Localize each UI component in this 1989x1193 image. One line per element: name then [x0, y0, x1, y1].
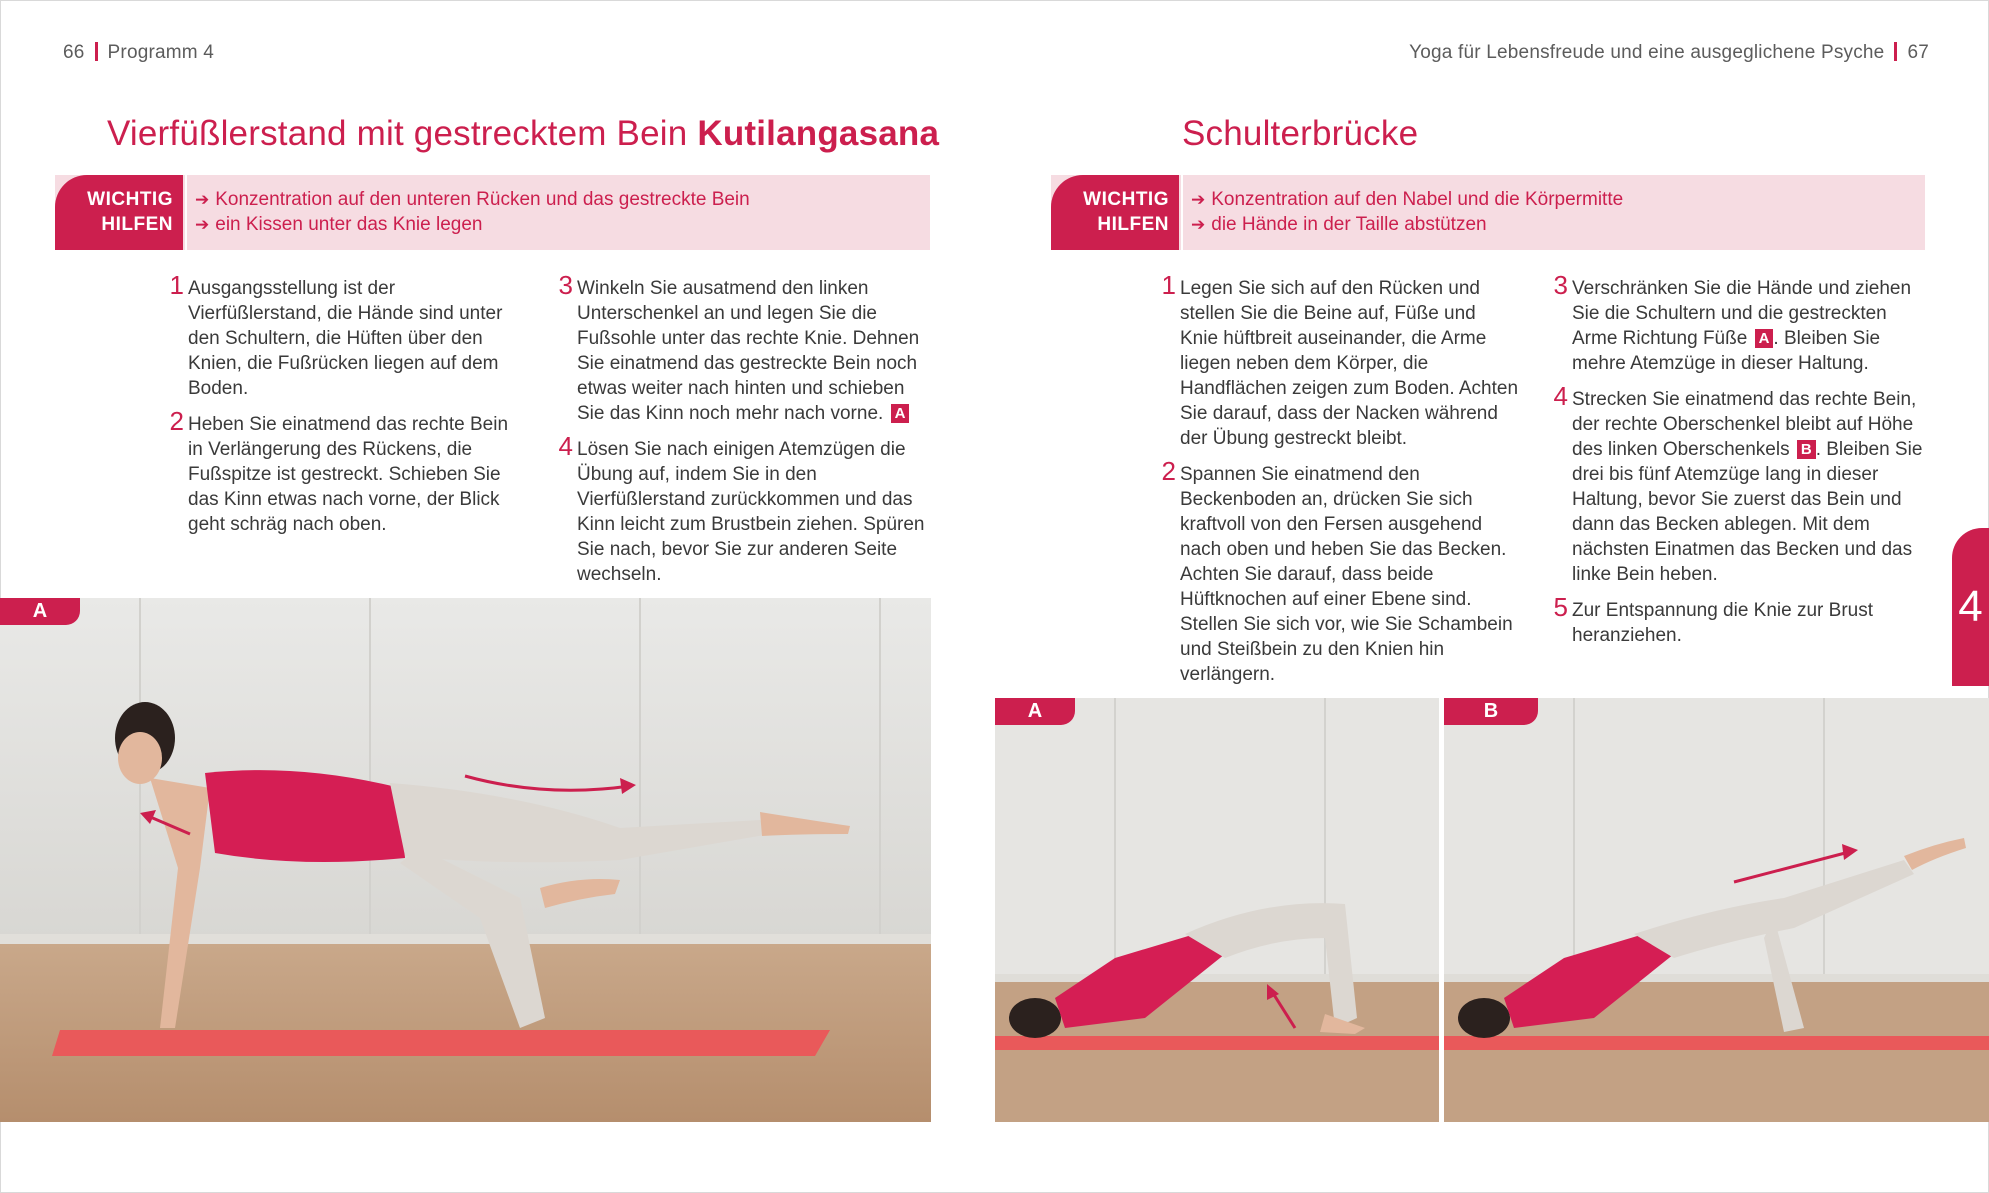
photo-ref-badge: A — [891, 404, 910, 423]
tips-box-left — [55, 175, 930, 250]
tip-item: ➔ ein Kissen unter das Knie legen — [195, 214, 483, 235]
photo-b-right — [1444, 698, 1989, 1122]
running-head-left — [63, 42, 214, 64]
steps-column-left-2 — [555, 270, 933, 598]
header-divider-left — [95, 42, 98, 61]
tips-list — [195, 187, 750, 237]
tip-item: ➔ Konzentration auf den unteren Rücken und das gestreckte Bein — [195, 189, 750, 210]
photo-bridge-a — [995, 698, 1439, 1122]
step-item: 4 Lösen Sie nach einigen Atemzügen die Übung auf, indem Sie in den Vierfüßlerstand zurückkommen und das Kinn leicht zum Brustbein ziehen. Spüren Sie nach, bevor Sie zur anderen Seite wechseln. — [558, 431, 925, 585]
photo-ref-badge: B — [1797, 440, 1816, 459]
exercise-title-sanskrit: Kutilangasana — [697, 114, 940, 153]
step-item: 3 Winkeln Sie ausatmend den linken Unterschenkel an und legen Sie die Fußsohle unter das rechte Knie. Dehnen Sie einatmend das gestreckte Bein noch etwas weiter nach hinten und schieben Sie das Kinn noch mehr nach vorne. A — [558, 270, 920, 424]
tip-item: ➔ die Hände in der Taille abstützen — [1191, 214, 1487, 235]
step-item: 3 Verschränken Sie die Hände und ziehen Sie die Schultern und die gestreckten Arme Richtung Füße A . Bleiben Sie mehre Atemzüge in dieser Haltung. — [1553, 270, 1912, 374]
header-divider-right — [1894, 42, 1897, 61]
page-number-left: 66 — [63, 42, 85, 63]
exercise-title-text: Vierfüßlerstand mit gestrecktem Bein — [107, 114, 688, 153]
tips-label: WICHTIG HILFEN — [1051, 175, 1179, 250]
step-item: 1 Ausgangsstellung ist der Vierfüßlerstand, die Hände sind unter den Schultern, die Hüften über den Knien, die Fußrücken liegen auf dem Boden. — [169, 270, 503, 399]
step-item: 2 Heben Sie einatmend das rechte Bein in Verlängerung des Rückens, die Fußspitze ist gestreckt. Schieben Sie das Kinn etwas nach vorne, der Blick geht schräg nach oben. — [169, 406, 509, 535]
photo-bridge-b — [1444, 698, 1989, 1122]
tips-box-right — [1051, 175, 1925, 250]
photo-a-left — [0, 598, 931, 1122]
step-item: 5 Zur Entspannung die Knie zur Brust heranziehen. — [1553, 592, 1874, 646]
step-item: 1 Legen Sie sich auf den Rücken und stellen Sie die Beine auf, Füße und Knie hüftbreit auseinander, die Arme liegen neben dem Körper, die Handflächen zeigen zum Boden. Achten Sie darauf, dass der Nacken während der Übung gestreckt bleibt. — [1161, 270, 1519, 449]
step-item: 4 Strecken Sie einatmend das rechte Bein, der rechte Oberschenkel bleibt auf Höhe des linken Oberschenkels B . Bleiben Sie drei bis fünf Atemzüge lang in dieser Haltung, bevor Sie zuerst das Bein und dann das Becken ablegen. Mit dem nächsten Einatmen das Becken und das linke Bein heben. — [1553, 381, 1923, 585]
section-label-right: Yoga für Lebensfreude und eine ausgeglichene Psyche — [1409, 42, 1885, 63]
tips-divider — [185, 175, 187, 250]
steps-column-right-2 — [1550, 270, 1924, 659]
tips-divider — [1181, 175, 1183, 250]
exercise-title-right: Schulterbrücke — [1182, 114, 1419, 153]
running-head-right — [1409, 42, 1929, 64]
tips-label: WICHTIG HILFEN — [55, 175, 183, 250]
steps-column-left-1 — [166, 270, 520, 548]
step-item: 2 Spannen Sie einatmend den Beckenboden an, drücken Sie sich kraftvoll von den Fersen ausgehend nach oben und heben Sie das Becken. Achten Sie darauf, dass beide Hüftknochen auf einer Ebene sind. Stellen Sie sich vor, wie Sie Schambein und Steißbein zu den Knien hin verlängern. — [1161, 456, 1513, 685]
photo-label-b: B — [1444, 698, 1538, 725]
arrow-right-icon: ➔ — [195, 215, 210, 234]
arrow-right-icon: ➔ — [1191, 190, 1206, 209]
tips-list — [1191, 187, 1623, 237]
exercise-title-left — [107, 114, 939, 154]
steps-column-right-1 — [1158, 270, 1519, 698]
arrow-right-icon: ➔ — [195, 190, 210, 209]
chapter-tab[interactable]: 4 — [1952, 528, 1989, 686]
photo-label-a: A — [0, 598, 80, 625]
section-label-left: Programm 4 — [107, 42, 215, 63]
photo-a-right — [995, 698, 1439, 1122]
photo-kutilangasana — [0, 598, 931, 1122]
page-number-right: 67 — [1907, 42, 1929, 63]
arrow-right-icon: ➔ — [1191, 215, 1206, 234]
tip-item: ➔ Konzentration auf den Nabel und die Körpermitte — [1191, 189, 1624, 210]
photo-label-a: A — [995, 698, 1075, 725]
photo-ref-badge: A — [1755, 329, 1774, 348]
